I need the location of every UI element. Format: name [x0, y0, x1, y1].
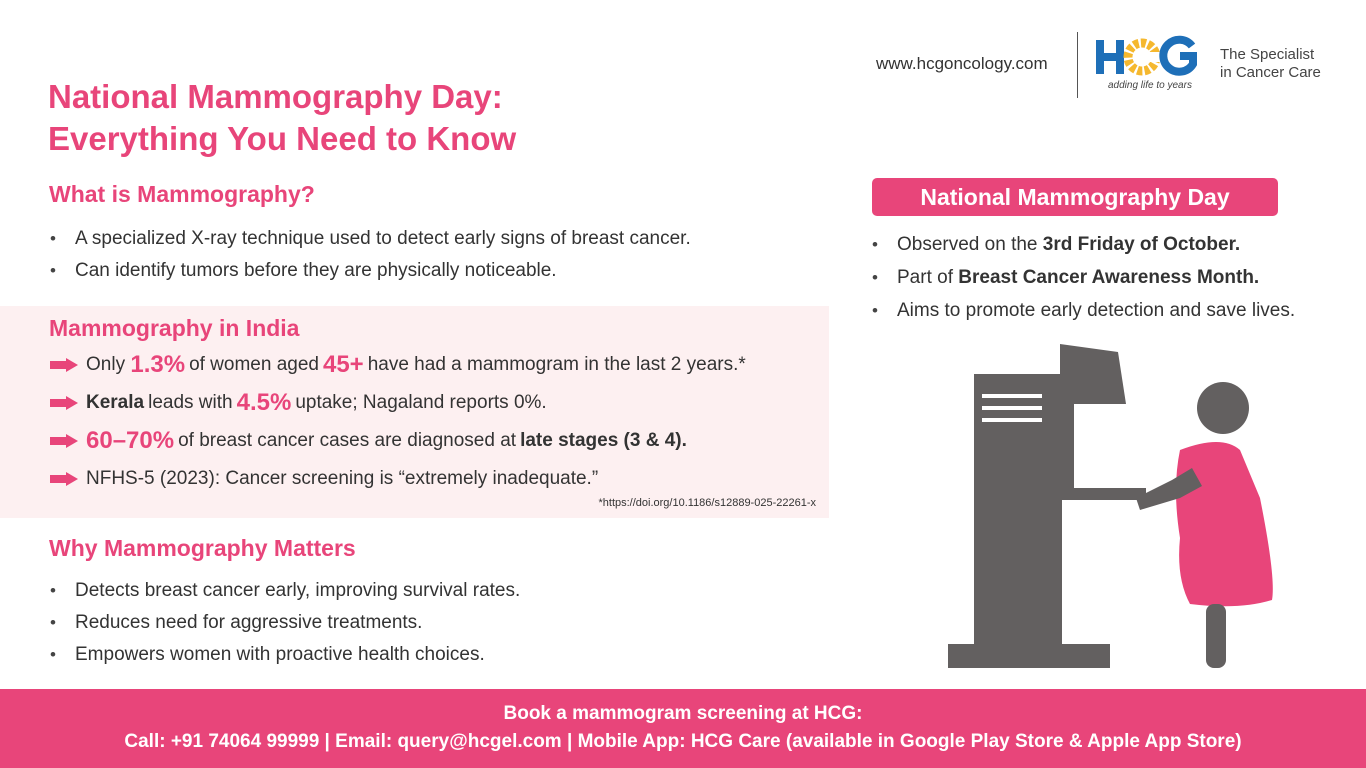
panel-line [982, 394, 1042, 398]
citation-link[interactable]: *https://doi.org/10.1186/s12889-025-22261-x [598, 497, 816, 509]
stat-value: 4.5% [236, 389, 292, 416]
person-leg [1206, 604, 1226, 668]
footer-banner [0, 689, 1366, 768]
pink-arrow-icon [50, 472, 78, 486]
compression-plate [1058, 488, 1146, 500]
pink-arrow-icon [50, 358, 78, 372]
person-head [1197, 382, 1249, 434]
india-item-4: NFHS-5 (2023): Cancer screening is “extremely inadequate.” [48, 460, 746, 498]
pink-arrow-icon [50, 434, 78, 448]
what-is-heading: What is Mammography? [49, 181, 315, 207]
india-list [48, 346, 746, 498]
panel-line [982, 418, 1042, 422]
footer-contact[interactable]: Call: +91 74064 99999 | Email: query@hcgel.com | Mobile App: HCG Care (available in Google Play Store & Apple App Store) [124, 731, 1242, 752]
stat-value: 1.3% [130, 351, 186, 378]
logo-tagline: adding life to years [1108, 80, 1192, 91]
machine-neck [1058, 398, 1074, 490]
list-item: • Reduces need for aggressive treatments. [48, 607, 520, 639]
nmd-list [870, 228, 1295, 327]
why-list [48, 575, 520, 671]
pink-arrow-icon [50, 396, 78, 410]
list-item: • Empowers women with proactive health choices. [48, 639, 520, 671]
machine-head [1060, 344, 1126, 404]
page-title: National Mammography Day: Everything You Need to Know [48, 78, 517, 157]
person-dress [1176, 442, 1273, 606]
machine-column [974, 374, 1062, 646]
brand-tagline: The Specialist in Cancer Care [1220, 46, 1321, 81]
india-heading: Mammography in India [49, 315, 300, 341]
what-is-list [48, 223, 691, 287]
list-item: • A specialized X-ray technique used to detect early signs of breast cancer. [48, 223, 691, 255]
website-link[interactable]: www.hcgoncology.com [876, 54, 1048, 73]
why-heading: Why Mammography Matters [49, 535, 356, 561]
list-item: • Aims to promote early detection and save lives. [870, 294, 1295, 327]
india-item-1: Only 1.3% of women aged 45+ have had a mammogram in the last 2 years.* [48, 346, 746, 384]
mammography-machine-illustration [940, 338, 1280, 673]
list-item: • Observed on the 3rd Friday of October. [870, 228, 1295, 261]
list-item: • Part of Breast Cancer Awareness Month. [870, 261, 1295, 294]
nmd-heading: National Mammography Day [872, 178, 1278, 216]
india-item-3: 60–70% of breast cancer cases are diagnosed at late stages (3 & 4). [48, 422, 746, 460]
list-item: • Can identify tumors before they are physically noticeable. [48, 255, 691, 287]
stat-value: 45+ [322, 351, 364, 378]
footer-heading: Book a mammogram screening at HCG: [503, 703, 863, 724]
header-brand [876, 30, 1336, 100]
list-item: • Detects breast cancer early, improving survival rates. [48, 575, 520, 607]
machine-base [948, 644, 1110, 668]
india-item-2: Kerala leads with 4.5% uptake; Nagaland reports 0%. [48, 384, 746, 422]
header-divider [1077, 32, 1078, 98]
panel-line [982, 406, 1042, 410]
stat-value: 60–70% [86, 427, 175, 454]
